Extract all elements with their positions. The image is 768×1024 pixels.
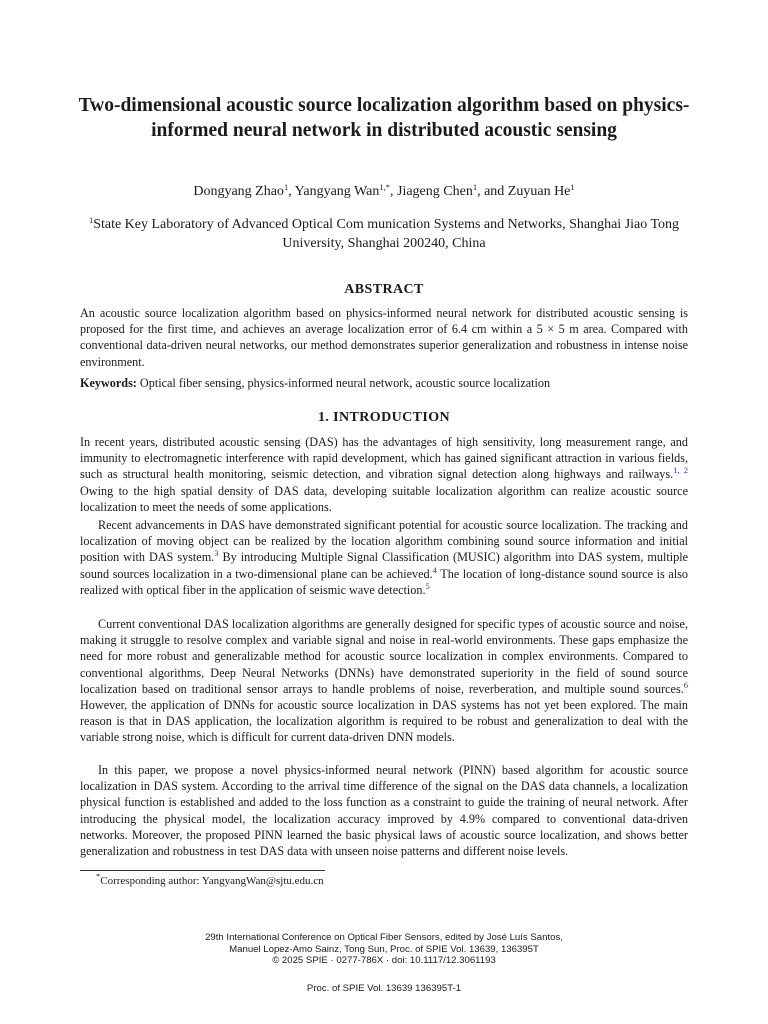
- citation-link[interactable]: 1, 2: [673, 465, 688, 476]
- intro-paragraph-3: [80, 616, 688, 746]
- intro-paragraph-4: In this paper, we propose a novel physics-informed neural network (PINN) based algorithm for acoustic source localization in DAS system. According to the arrival time difference of the signal on the DAS data channels, a localization physical function is established and added to the loss function as a constraint to guide the training of neural network. After introducing the physical model, the localization accuracy improved by 4.9% compared to conventional data-driven networks. Moreover, the proposed PINN learned the basic physical laws of acoustic source localization, and shows better generalization and robustness in test DAS data with unseen noise patterns and different noise levels.: [80, 763, 688, 859]
- page-folio: Proc. of SPIE Vol. 13639 136395T-1: [306, 983, 462, 994]
- abstract-body: An acoustic source localization algorithm based on physics-informed neural network for distributed acoustic sensing is proposed for the first time, and achieves an average localization error of 6.4 cm within a 5 × 5 m area. Compared with conventional data-driven neural networks, our method demonstrates superior generalization and robustness in intense noise environment.: [80, 306, 688, 369]
- conference-line: © 2025 SPIE · 0277-786X · doi: 10.1117/12.3061193: [272, 955, 496, 967]
- keywords-text: Optical fiber sensing, physics-informed neural network, acoustic source localization: [139, 376, 551, 390]
- footnote-rule: [80, 870, 325, 871]
- conference-line: 29th International Conference on Optical Fiber Sensors, edited by José Luís Santos,: [205, 932, 563, 943]
- citation-link[interactable]: 6: [683, 679, 688, 690]
- author-mark: 1,*: [379, 182, 390, 192]
- intro-paragraph-1: [80, 434, 688, 515]
- keywords-label: Keywords:: [80, 376, 137, 390]
- paragraph-text: Owing to the high spatial density of DAS data, developing suitable localization algorithm can realize acoustic source localization to meet the needs of some applications.: [80, 483, 688, 514]
- author-name: Yangyang Wan: [294, 184, 380, 199]
- conference-line: Manuel Lopez-Amo Sainz, Tong Sun, Proc. of SPIE Vol. 13639, 136395T: [229, 943, 539, 955]
- paragraph-text: However, the application of DNNs for acoustic source localization in DAS systems has not yet been explored. The main reason is that in DAS application, the localization algorithm is required to be robust and generalization to deal with the variable strong noise, which is difficult for current data-driven DNN models.: [80, 698, 688, 745]
- conference-info: [84, 932, 684, 967]
- keywords: [80, 375, 688, 391]
- paragraph-text: In recent years, distributed acoustic sensing (DAS) has the advantages of high sensitivity, long measurement range, and immunity to electromagnetic interference with rapid development, which has gained significant attraction in various fields, such as structural health monitoring, seismic detection, and vibration signal detection along highways and railways.: [80, 435, 688, 482]
- citation-link[interactable]: 3: [214, 548, 219, 559]
- author-name: Jiageng Chen: [397, 184, 473, 199]
- paragraph-text: By introducing Multiple Signal Classification (MUSIC) algorithm into DAS system, multiple sound sources localization in a two-dimensional plane can be achieved.: [80, 550, 688, 581]
- footnote-mark: *: [96, 871, 101, 881]
- paragraph-text: Recent advancements in DAS have demonstrated significant potential for acoustic source localization. The tracking and localization of moving object can be realized by the location algorithm combining sound source information and initial position with DAS system.: [80, 518, 688, 565]
- author-list: Dongyang Zhao$^1$, Yangyang Wan$^{1,*}$, Jiageng Chen$^1$, and Zuyuan He$^1$: [193, 182, 575, 199]
- citation-link[interactable]: 5: [425, 580, 430, 591]
- author-name: Zuyuan He: [507, 184, 571, 199]
- author-name: Dongyang Zhao: [193, 184, 284, 199]
- affiliation-mark: 1: [88, 215, 94, 225]
- section-heading-introduction: 1. INTRODUCTION: [317, 410, 450, 425]
- author-mark: 1: [283, 182, 289, 192]
- author-mark: 1: [570, 182, 575, 192]
- abstract-heading: ABSTRACT: [344, 282, 424, 297]
- author-mark: 1: [472, 182, 478, 192]
- paragraph-text: The location of long-distance sound source is also realized with optical fiber in the application of seismic wave detection.: [80, 566, 689, 597]
- footnote: [96, 871, 324, 888]
- affiliation-text: State Key Laboratory of Advanced Optical Com munication Systems and Networks, Shanghai Jiao Tong University, Shanghai 200240, China: [93, 217, 680, 251]
- citation-link[interactable]: 4: [432, 564, 437, 575]
- paper-title: Two-dimensional acoustic source localization algorithm based on physics-informed neural network in distributed acoustic sensing: [78, 95, 690, 141]
- footnote-text: Corresponding author: YangyangWan@sjtu.edu.cn: [100, 875, 324, 887]
- paragraph-text: Current conventional DAS localization algorithms are generally designed for specific types of acoustic source and noise, making it struggle to resolve complex and variable signal and noise in real-world environments. These gaps emphasize the need for more robust and generalizable method for acoustic source localization in complex environments. Compared to conventional algorithms, Deep Neural Networks (DNNs) have demonstrated superiority in the field of sound source localization based on traditional sensor arrays to handle problems of noise, reverberation, and multiple sound sources.: [80, 617, 688, 696]
- intro-paragraph-2: [80, 517, 688, 598]
- affiliation: [70, 215, 698, 253]
